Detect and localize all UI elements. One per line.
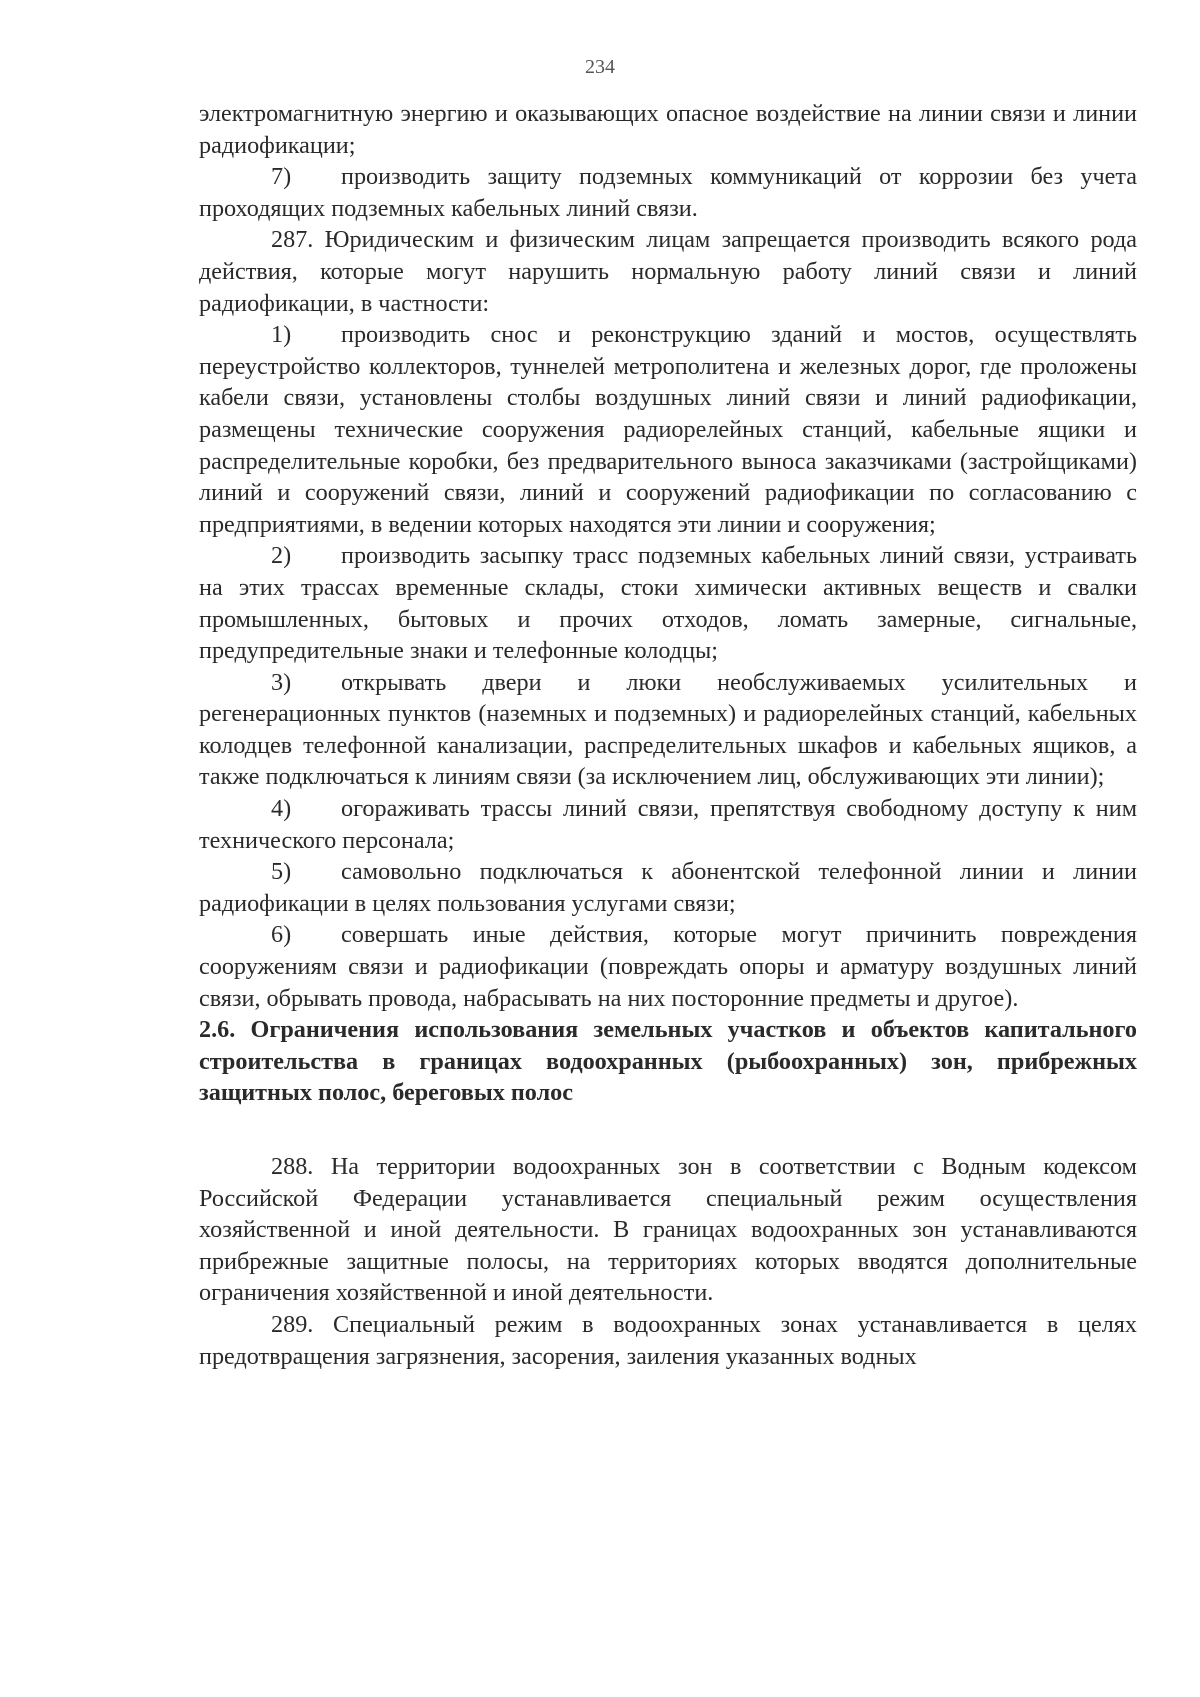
list-item-number: 2) (271, 542, 292, 570)
section-heading: 2.6. Ограничения использования земельных участков и объектов капитального строительства в границах водоохранных (рыбоохранных) зон, прибрежных защитных полос, береговых полос (199, 1016, 1137, 1107)
page-number: 234 (585, 56, 615, 78)
list-item-text: открывать двери и люки необслуживаемых усилительных и регенерационных пунктов (наземных и подземных) и радиорелейных станций, кабельных колодцев телефонной канализации, распределительных шкафов и кабельных ящиков, а также подключаться к линиям связи (за исключением лиц, обслуживающих эти линии); (199, 668, 1137, 791)
list-item-2 (199, 540, 1137, 666)
list-item-text: совершать иные действия, которые могут причинить повреждения сооружениям связи и радиофикации (повреждать опоры и арматуру воздушных линий связи, обрывать провода, набрасывать на них посторонние предметы и другое). (199, 921, 1137, 1012)
list-item-text: самовольно подключаться к абонентской телефонной линии и линии радиофикации в целях пользования услугами связи; (199, 858, 1137, 917)
list-item-number: 6) (271, 921, 292, 949)
paragraph-288: 288. На территории водоохранных зон в соответствии с Водным кодексом Российской Федерации устанавливается специальный режим осуществления хозяйственной и иной деятельности. В границах водоохранных зон устанавливаются прибрежные защитные полосы, на территориях которых вводятся дополнительные ограничения хозяйственной и иной деятельности. (199, 1153, 1137, 1307)
list-item-text: производить защиту подземных коммуникаций от коррозии без учета проходящих подземных кабельных линий связи. (199, 163, 1137, 222)
document-body (199, 98, 1137, 1372)
list-item-number: 1) (271, 321, 292, 349)
list-item-text: огораживать трассы линий связи, препятствуя свободному доступу к ним технического персонала; (199, 795, 1137, 854)
list-item-number: 3) (271, 668, 292, 696)
list-item-number: 4) (271, 795, 292, 823)
list-item-6 (199, 919, 1137, 1014)
list-item-number: 7) (271, 163, 292, 191)
list-item-4 (199, 793, 1137, 856)
list-item-1 (199, 319, 1137, 540)
paragraph-continuation: электромагнитную энергию и оказывающих опасное воздействие на линии связи и линии радиофикации; (199, 100, 1137, 159)
paragraph-289: 289. Специальный режим в водоохранных зонах устанавливается в целях предотвращения загрязнения, засорения, заиления указанных водных (199, 1310, 1137, 1370)
list-item-text: производить засыпку трасс подземных кабельных линий связи, устраивать на этих трассах временные склады, стоки химически активных веществ и свалки промышленных, бытовых и прочих отходов, ломать замерные, сигнальные, предупредительные знаки и телефонные колодцы; (199, 542, 1137, 665)
list-item-5 (199, 856, 1137, 919)
list-item-number: 5) (271, 858, 292, 886)
list-item-text: производить снос и реконструкцию зданий и мостов, осуществлять переустройство коллекторов, туннелей метрополитена и железных дорог, где проложены кабели связи, установлены столбы воздушных линий связи и линий радиофикации, размещены технические сооружения радиорелейных станций, кабельные ящики и распределительные коробки, без предварительного выноса заказчиками (застройщиками) линий и сооружений связи, линий и сооружений радиофикации по согласованию с предприятиями, в ведении которых находятся эти линии и сооружения; (199, 321, 1137, 538)
paragraph-287: 287. Юридическим и физическим лицам запрещается производить всякого рода действия, которые могут нарушить нормальную работу линий связи и линий радиофикации, в частности: (199, 226, 1137, 317)
list-item-3 (199, 667, 1137, 793)
list-item-7 (199, 161, 1137, 224)
section-spacer (199, 1109, 1137, 1151)
